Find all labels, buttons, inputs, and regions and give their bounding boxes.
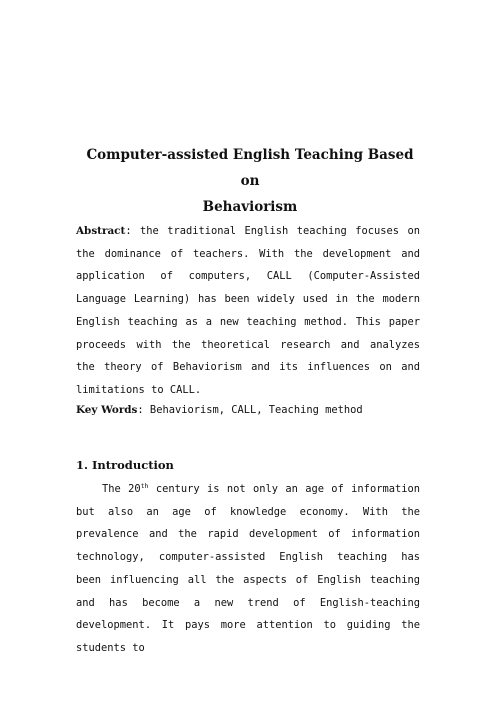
- keywords-label: Key Words: [76, 404, 138, 416]
- section-heading-introduction: 1. Introduction: [76, 458, 174, 472]
- introduction-paragraph: [76, 478, 420, 660]
- title-line-2: Behaviorism: [202, 199, 298, 215]
- title-line-1: Computer-assisted English Teaching Based on: [86, 147, 414, 189]
- ordinal-superscript: th: [140, 482, 149, 490]
- keywords-paragraph: [76, 399, 420, 422]
- abstract-paragraph: [76, 220, 420, 402]
- abstract-label: Abstract: [76, 225, 126, 237]
- page-title: [76, 142, 424, 220]
- abstract-text: : the traditional English teaching focuses on the dominance of teachers. With the development and application of computers, CALL (Computer-Assisted Language Learning) has been widely used in the modern English teaching as a new teaching method. This paper proceeds with the theoretical research and analyzes the theory of Behaviorism and its influences on and limitations to CALL.: [76, 225, 420, 396]
- intro-text-start: The 20: [102, 483, 141, 495]
- keywords-text: : Behaviorism, CALL, Teaching method: [137, 404, 363, 416]
- intro-text-rest: century is not only an age of information but also an age of knowledge economy. With the prevalence and the rapid development of information technology, computer-assisted English teaching has been influencing all the aspects of English teaching and has become a new trend of English-teaching development. It pays more attention to guiding the students to: [76, 483, 420, 654]
